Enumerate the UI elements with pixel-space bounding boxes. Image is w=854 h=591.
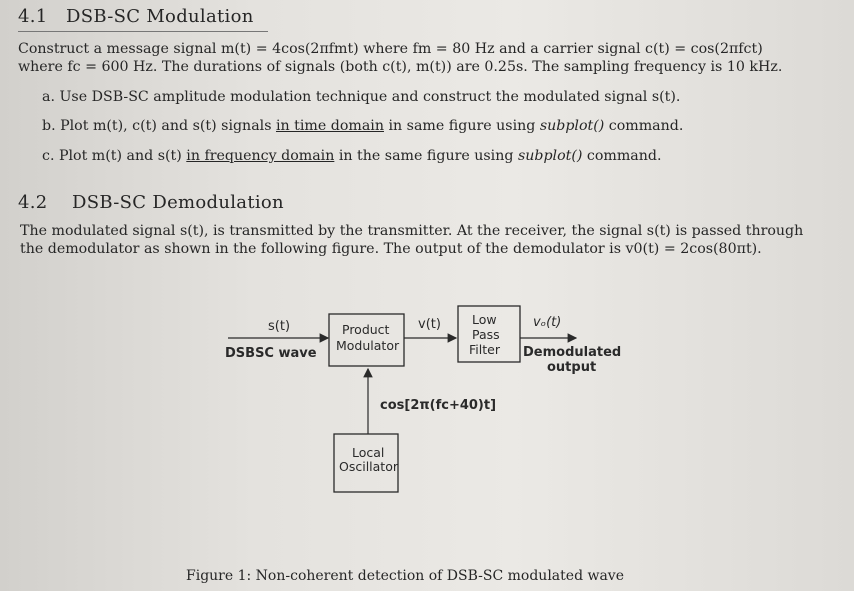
item-c-underlined: in frequency domain (186, 148, 335, 164)
section-title: DSB-SC Demodulation (72, 192, 284, 213)
lpf-label-line2: Pass (472, 327, 500, 342)
output-description-line2: output (547, 360, 597, 375)
modulation-paragraph-line1: Construct a message signal m(t) = 4cos(2πfmt) where fm = 80 Hz and a carrier signal c(t) = cos(2πfct) (18, 41, 763, 57)
modulator-label-line1: Product (342, 322, 390, 337)
section-number: 4.2 (18, 192, 48, 213)
mid-signal-label: v(t) (418, 317, 441, 332)
demodulation-paragraph-line1: The modulated signal s(t), is transmitted by the transmitter. At the receiver, the signal s(t) is passed through (20, 223, 804, 239)
output-signal-label: vₒ(t) (533, 315, 562, 330)
demodulation-paragraph-line2: the demodulator as shown in the following figure. The output of the demodulator is v0(t) = 2cos(80πt). (20, 241, 762, 257)
oscillator-label-line2: Oscillator (339, 459, 398, 474)
figure-caption: Figure 1: Non-coherent detection of DSB-SC modulated wave (186, 568, 624, 584)
item-c-text-end: command. (582, 148, 662, 164)
input-description: DSBSC wave (225, 346, 317, 361)
item-c-text: c. Plot m(t) and s(t) (42, 148, 187, 164)
output-description-line1: Demodulated (523, 345, 622, 360)
modulation-paragraph-line2: where fc = 600 Hz. The durations of signals (both c(t), m(t)) are 0.25s. The sampling frequency is 10 kHz. (18, 59, 783, 75)
section-title: DSB-SC Modulation (66, 6, 254, 27)
item-c-command: subplot() (517, 148, 583, 164)
input-signal-label: s(t) (268, 319, 291, 334)
carrier-label: cos[2π(fc+40)t] (380, 398, 497, 413)
task-item-a: a. Use DSB-SC amplitude modulation technique and construct the modulated signal s(t). (42, 89, 681, 105)
item-b-text-end: command. (604, 118, 684, 134)
item-b-underlined: in time domain (275, 118, 384, 134)
item-b-text: b. Plot m(t), c(t) and s(t) signals (42, 118, 276, 134)
item-c-text-mid: in the same figure using (334, 148, 518, 164)
lpf-label-line3: Filter (469, 342, 500, 357)
item-b-text-mid: in same figure using (383, 118, 540, 134)
oscillator-label-line1: Local (352, 445, 385, 460)
modulator-label-line2: Modulator (336, 338, 400, 353)
lpf-label-line1: Low (472, 312, 497, 327)
item-b-command: subplot() (539, 118, 605, 134)
section-number: 4.1 (18, 6, 48, 27)
